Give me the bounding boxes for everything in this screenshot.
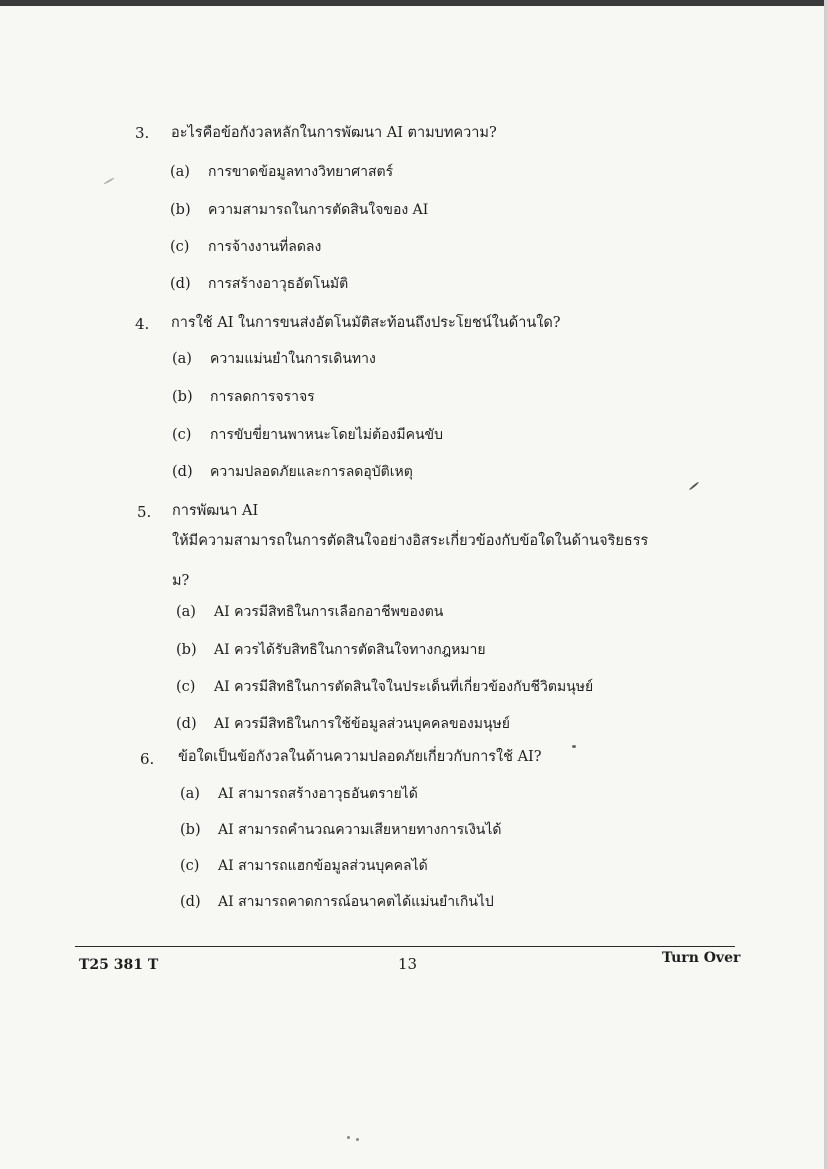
scan-mark bbox=[356, 1138, 359, 1141]
option-letter: (a) bbox=[170, 164, 190, 180]
option-text: AI สามารถคาดการณ์อนาคตได้แม่นยำเกินไป bbox=[218, 894, 494, 910]
option-text: AI สามารถคำนวณความเสียหายทางการเงินได้ bbox=[218, 822, 502, 838]
option-letter: (b) bbox=[180, 822, 201, 838]
question-number: 5. bbox=[137, 503, 152, 521]
option-letter: (b) bbox=[170, 202, 191, 218]
question-number: 4. bbox=[135, 315, 150, 333]
option-text: AI ควรมีสิทธิในการเลือกอาชีพของตน bbox=[214, 604, 444, 620]
option-text: AI ควรมีสิทธิในการตัดสินใจในประเด็นที่เกี่ยวข้องกับชีวิตมนุษย์ bbox=[214, 679, 594, 695]
scan-mark bbox=[347, 1136, 350, 1139]
exam-code: T25 381 T bbox=[79, 957, 159, 973]
option-letter: (a) bbox=[180, 786, 200, 802]
option-text: การสร้างอาวุธอัตโนมัติ bbox=[208, 276, 349, 292]
option-text: ความแม่นยำในการเดินทาง bbox=[210, 351, 376, 367]
option-letter: (d) bbox=[172, 464, 193, 480]
option-text: AI สามารถแฮกข้อมูลส่วนบุคคลได้ bbox=[218, 858, 428, 874]
option-text: AI ควรได้รับสิทธิในการตัดสินใจทางกฎหมาย bbox=[214, 642, 486, 658]
question-text-line-3: ม? bbox=[172, 573, 190, 589]
scan-top-edge bbox=[0, 0, 827, 6]
option-letter: (a) bbox=[172, 351, 192, 367]
page-number: 13 bbox=[398, 955, 418, 973]
scan-mark bbox=[103, 177, 114, 185]
question-text: การพัฒนา AI bbox=[172, 503, 259, 519]
option-letter: (c) bbox=[172, 427, 192, 443]
option-letter: (b) bbox=[172, 389, 193, 405]
option-text: ความปลอดภัยและการลดอุบัติเหตุ bbox=[210, 464, 413, 480]
turn-over-label: Turn Over bbox=[662, 950, 741, 966]
option-text: AI สามารถสร้างอาวุธอันตรายได้ bbox=[218, 786, 418, 802]
question-text-line-2: ให้มีความสามารถในการตัดสินใจอย่างอิสระเกี่ยวข้องกับข้อใดในด้านจริยธรร bbox=[172, 533, 649, 549]
option-letter: (c) bbox=[176, 679, 196, 695]
option-text: AI ควรมีสิทธิในการใช้ข้อมูลส่วนบุคคลของมนุษย์ bbox=[214, 716, 510, 732]
option-text: การจ้างงานที่ลดลง bbox=[208, 239, 322, 255]
option-letter: (d) bbox=[176, 716, 197, 732]
option-text: การลดการจราจร bbox=[210, 389, 315, 405]
scan-mark bbox=[572, 745, 576, 748]
option-letter: (a) bbox=[176, 604, 196, 620]
option-letter: (d) bbox=[170, 276, 191, 292]
option-letter: (c) bbox=[170, 239, 190, 255]
option-letter: (d) bbox=[180, 894, 201, 910]
option-text: การขับขี่ยานพาหนะโดยไม่ต้องมีคนขับ bbox=[210, 427, 443, 443]
footer-rule bbox=[75, 946, 735, 947]
question-number: 3. bbox=[135, 124, 150, 142]
option-letter: (b) bbox=[176, 642, 197, 658]
option-letter: (c) bbox=[180, 858, 200, 874]
scan-mark bbox=[689, 481, 699, 490]
option-text: ความสามารถในการตัดสินใจของ AI bbox=[208, 202, 429, 218]
question-text: การใช้ AI ในการขนส่งอัตโนมัติสะท้อนถึงประโยชน์ในด้านใด? bbox=[171, 315, 561, 331]
question-number: 6. bbox=[140, 750, 155, 768]
option-text: การขาดข้อมูลทางวิทยาศาสตร์ bbox=[208, 164, 394, 180]
question-text: อะไรคือข้อกังวลหลักในการพัฒนา AI ตามบทความ? bbox=[171, 125, 497, 141]
question-text: ข้อใดเป็นข้อกังวลในด้านความปลอดภัยเกี่ยวกับการใช้ AI? bbox=[178, 749, 542, 765]
